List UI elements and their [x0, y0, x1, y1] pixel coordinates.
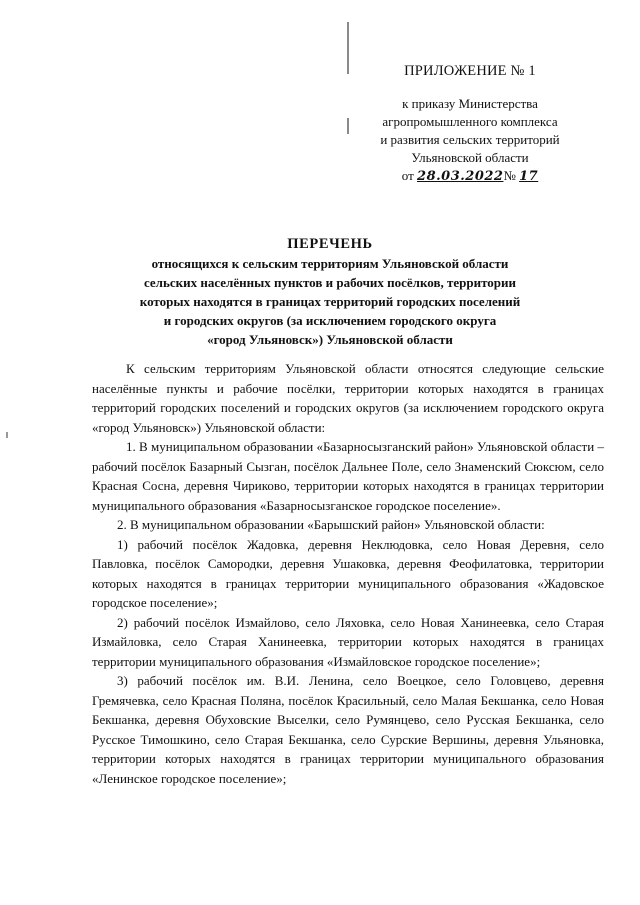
annex-order-reference: [360, 95, 580, 186]
heading-line: и городских округов (за исключением городского округа: [163, 313, 497, 328]
heading-line: сельских населённых пунктов и рабочих посёлков, территории: [143, 275, 517, 290]
subitem-paragraph: 3) рабочий посёлок им. В.И. Ленина, село Воецкое, село Головцево, деревня Гремячевка, село Красная Поляна, посёлок Красильный, село Малая Бекшанка, село Новая Бекшанка, деревня Обуховские Выселки, село Румянцево, село Русская Бекшанка, село Русское Тимошкино, село Старая Бекшанка, село Сурские Вершины, деревня Ульяновка, территории которых находятся в границах территории муниципального образования «Ленинское городское поселение»;: [92, 673, 604, 786]
heading-line: «город Ульяновск») Ульяновской области: [207, 332, 453, 347]
number-prefix: №: [503, 168, 516, 183]
document-heading: [90, 235, 570, 349]
handwritten-number: 17: [519, 169, 539, 184]
document-body: [92, 359, 604, 788]
annex-line: к приказу Министерства: [402, 96, 538, 111]
scan-binding-mark: [347, 118, 349, 134]
heading-line: относящихся к сельским территориям Ульяновской области: [151, 256, 509, 271]
item-paragraph: 2. В муниципальном образовании «Барышский район» Ульяновской области:: [117, 517, 545, 532]
heading-line: которых находятся в границах территорий городских поселений: [139, 294, 521, 309]
order-date-line: [360, 167, 580, 186]
scan-binding-mark: [347, 22, 349, 74]
document-title: ПЕРЕЧЕНЬ: [287, 236, 373, 252]
annex-line: и развития сельских территорий: [380, 132, 560, 147]
annex-title: ПРИЛОЖЕНИЕ № 1: [404, 63, 536, 79]
annex-line: агропромышленного комплекса: [382, 114, 558, 129]
annex-line: Ульяновской области: [411, 150, 529, 165]
item-paragraph: 1. В муниципальном образовании «Базарносызганский район» Ульяновской области – рабочий посёлок Базарный Сызган, посёлок Дальнее Поле, село Знаменский Сюксюм, село Красная Сосна, деревня Чириково, территории которых находятся в границах территории муниципального образования «Базарносызганское городское поселение».: [92, 439, 604, 513]
annex-header: [360, 62, 580, 186]
intro-paragraph: К сельским территориям Ульяновской области относятся следующие сельские населённые пункты и рабочие посёлки, территории которых находятся в границах территорий городских поселений и городских округов (за исключением городского округа «город Ульяновск») Ульяновской области:: [92, 361, 604, 435]
subitem-paragraph: 2) рабочий посёлок Измайлово, село Ляховка, село Новая Ханинеевка, село Старая Измайловка, село Старая Ханинеевка, территории которых находятся в границах территории муниципального образования «Измайловское городское поселение»;: [92, 614, 604, 669]
handwritten-date: 28.03.2022: [417, 169, 504, 184]
scan-edge-mark: [6, 432, 8, 438]
date-prefix: от: [401, 168, 414, 183]
subitem-paragraph: 1) рабочий посёлок Жадовка, деревня Неклюдовка, село Новая Деревня, село Павловка, посёлок Самородки, деревня Ушаковка, деревня Феофилатовка, территории которых находятся в границах территории муниципального образования «Жадовское городское поселение»;: [92, 536, 604, 610]
